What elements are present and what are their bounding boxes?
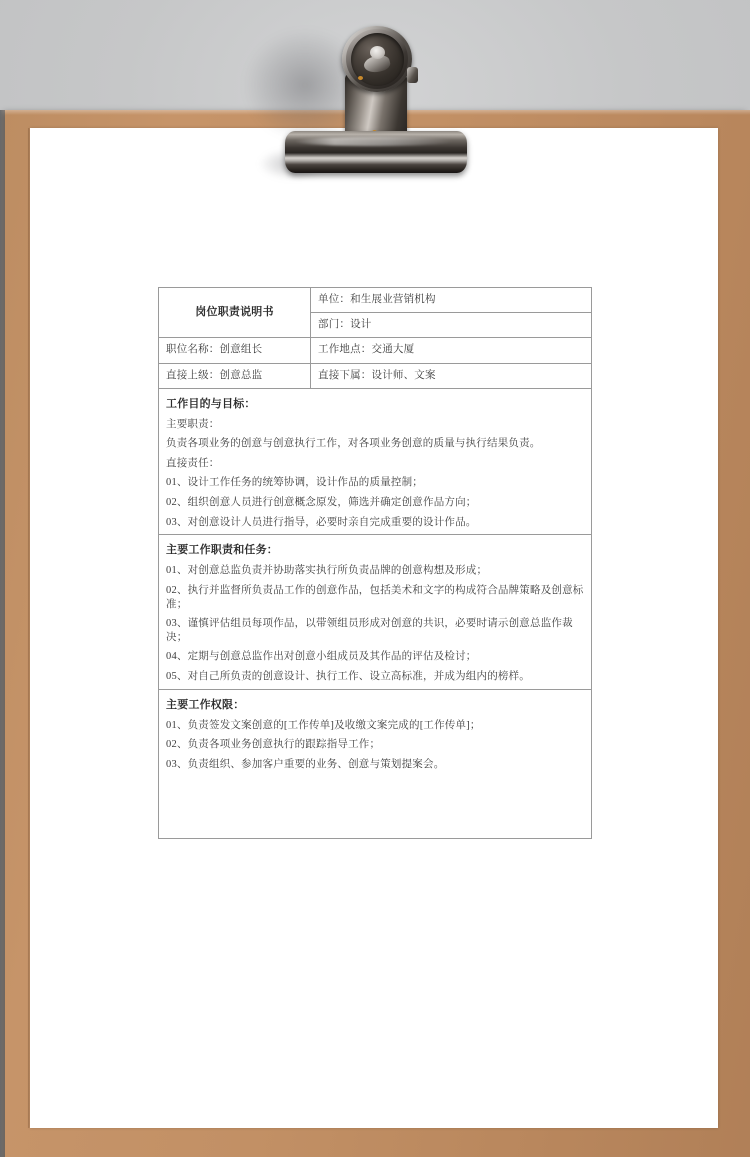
binder-clip[interactable]	[280, 18, 470, 178]
section-line: 02、组织创意人员进行创意概念原发，筛选并确定创意作品方向；	[166, 497, 477, 509]
table-row	[159, 363, 592, 388]
section-purpose	[159, 388, 592, 535]
section-line: 01、负责签发文案创意的[工作传单]及收缴文案完成的[工作传单]；	[166, 719, 481, 731]
section-title: 工作目的与目标：	[166, 397, 256, 410]
clip-disc-hole-icon	[370, 46, 385, 59]
section-line: 03、谨慎评估组员每项作品，以带领组员形成对创意的共识，必要时请示创意总监作裁决；	[166, 618, 573, 643]
position-name-cell: 职位名称：创意组长	[159, 338, 311, 363]
section-title: 主要工作职责和任务：	[166, 544, 278, 557]
table-row	[159, 338, 592, 363]
direct-supervisor-cell: 直接上级：创意总监	[159, 363, 311, 388]
section-duties	[159, 535, 592, 689]
section-row-purpose	[159, 388, 592, 535]
direct-reports-cell: 直接下属：设计师、文案	[311, 363, 592, 388]
section-authority	[159, 689, 592, 839]
section-line: 03、负责组织、参加客户重要的业务、创意与策划提案会。	[166, 758, 445, 770]
section-row-duties	[159, 535, 592, 689]
document-title: 岗位职责说明书	[159, 288, 311, 338]
section-line: 直接责任：	[166, 457, 220, 469]
section-line: 02、执行并监督所负责品工作的创意作品，包括美术和文字的构成符合品牌策略及创意标准；	[166, 584, 584, 610]
section-filler	[166, 771, 584, 833]
table-row-title-unit	[159, 288, 592, 313]
section-line: 03、对创意设计人员进行指导，必要时亲自完成重要的设计作品。	[166, 516, 477, 528]
work-location-cell: 工作地点：交通大厦	[311, 338, 592, 363]
job-description-table	[158, 287, 592, 839]
clip-bar-highlight	[294, 137, 454, 146]
section-line: 04、定期与创意总监作出对创意小组成员及其作品的评估及检讨；	[166, 651, 477, 663]
department-cell: 部门：设计	[311, 313, 592, 338]
section-line: 01、设计工作任务的统筹协调，设计作品的质量控制；	[166, 477, 423, 489]
section-line: 负责各项业务的创意与创意执行工作，对各项业务创意的质量与执行结果负责。	[166, 438, 541, 450]
clip-side-tab-icon	[407, 67, 418, 83]
paper-sheet	[30, 128, 718, 1128]
section-title: 主要工作权限：	[166, 698, 245, 711]
section-line: 05、对自己所负责的创意设计、执行工作、设立高标准，并成为组内的榜样。	[166, 671, 530, 683]
section-line: 01、对创意总监负责并协助落实执行所负责品牌的创意构想及形成；	[166, 565, 488, 577]
company-unit-cell: 单位：和生展业营销机构	[311, 288, 592, 313]
section-line: 02、负责各项业务创意执行的跟踪指导工作；	[166, 739, 381, 751]
section-row-authority	[159, 689, 592, 839]
clip-rivet-icon	[358, 76, 363, 80]
section-line: 主要职责：	[166, 418, 220, 430]
